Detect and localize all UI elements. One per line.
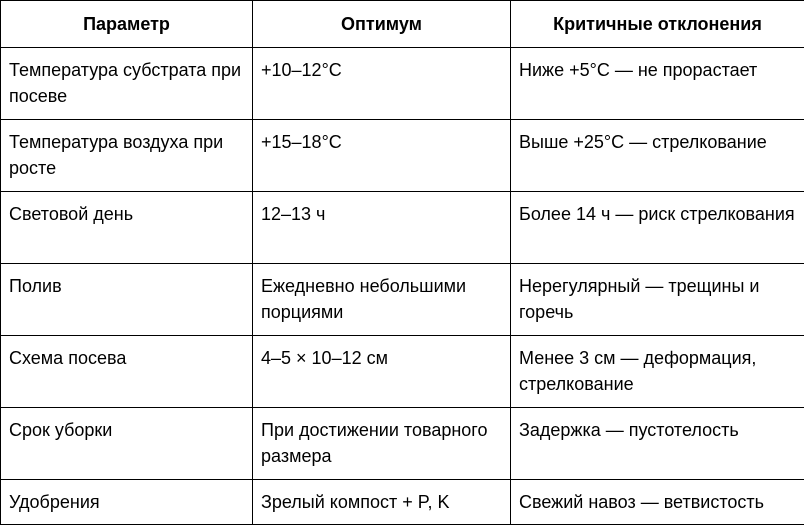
cell-critical: Более 14 ч — риск стрелкования xyxy=(511,192,804,264)
cell-parameter: Температура воздуха при росте xyxy=(1,120,253,192)
table-row xyxy=(1,336,804,408)
cell-critical: Ниже +5°C — не прорастает xyxy=(511,48,804,120)
header-parameter: Параметр xyxy=(1,1,253,48)
table-row xyxy=(1,408,804,480)
cell-parameter: Температура субстрата при посеве xyxy=(1,48,253,120)
cell-critical: Выше +25°C — стрелкование xyxy=(511,120,804,192)
header-critical-deviations: Критичные отклонения xyxy=(511,1,804,48)
cell-optimum: При достижении товарного размера xyxy=(253,408,511,480)
cell-optimum: 4–5 × 10–12 см xyxy=(253,336,511,408)
cell-optimum: Зрелый компост + P, K xyxy=(253,480,511,525)
table-row xyxy=(1,480,804,525)
header-optimum: Оптимум xyxy=(253,1,511,48)
table-row xyxy=(1,120,804,192)
table-row xyxy=(1,48,804,120)
cell-optimum: Ежедневно небольшими порциями xyxy=(253,264,511,336)
cell-parameter: Полив xyxy=(1,264,253,336)
cell-parameter: Удобрения xyxy=(1,480,253,525)
cell-optimum: +10–12°C xyxy=(253,48,511,120)
cell-critical: Менее 3 см — деформация, стрелкование xyxy=(511,336,804,408)
table-row xyxy=(1,192,804,264)
cell-parameter: Срок уборки xyxy=(1,408,253,480)
table-row xyxy=(1,264,804,336)
cell-parameter: Световой день xyxy=(1,192,253,264)
cell-critical: Нерегулярный — трещины и горечь xyxy=(511,264,804,336)
cell-optimum: 12–13 ч xyxy=(253,192,511,264)
table-header-row xyxy=(1,1,804,48)
cell-critical: Задержка — пустотелость xyxy=(511,408,804,480)
cell-parameter: Схема посева xyxy=(1,336,253,408)
cell-critical: Свежий навоз — ветвистость xyxy=(511,480,804,525)
cell-optimum: +15–18°C xyxy=(253,120,511,192)
